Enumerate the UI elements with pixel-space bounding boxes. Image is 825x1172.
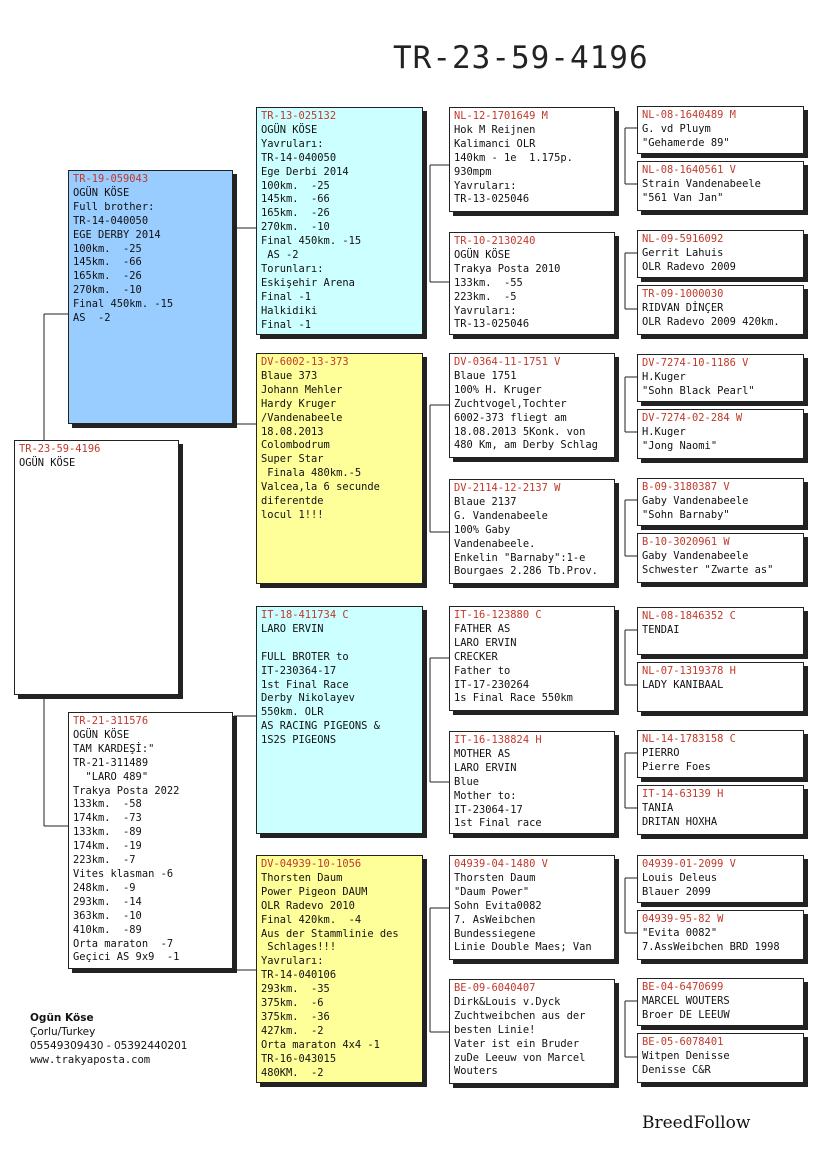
bird-info-line: TENDAI xyxy=(642,623,680,636)
bird-info-line: 363km. -10 xyxy=(73,909,142,922)
bird-info-line: "Gehamerde 89" xyxy=(642,136,730,149)
bird-info-line: Sohn Evita0082 xyxy=(454,899,542,912)
breeder-name: Ogün Köse xyxy=(30,1012,94,1024)
ring-number: IT-18-411734 C xyxy=(261,609,349,621)
bird-info-line: 480 Km, am Derby Schlag xyxy=(454,439,598,452)
ring-number: NL-14-1783158 C xyxy=(642,733,736,745)
grandparent-card[interactable] xyxy=(256,353,423,584)
bird-info-line: Strain Vandenabeele xyxy=(642,177,761,190)
ring-number: NL-08-1846352 C xyxy=(642,610,736,622)
bird-info-line: "561 Van Jan" xyxy=(642,191,724,204)
dam-card[interactable] xyxy=(68,712,233,969)
bird-info-line: FATHER AS xyxy=(454,622,511,635)
bird-info-line: 133km. -89 xyxy=(73,826,142,839)
bird-info-line: G. vd Pluym xyxy=(642,122,711,135)
grandparent-card[interactable] xyxy=(256,606,423,834)
great-grandparent-card[interactable] xyxy=(449,353,615,458)
bird-info-line: 18.08.2013 5Konk. von xyxy=(454,425,586,438)
great-grandparent-card[interactable] xyxy=(449,855,615,960)
bird-info-line: Full brother: xyxy=(73,200,155,213)
ring-number: TR-09-1000030 xyxy=(642,288,724,300)
ancestor-card[interactable] xyxy=(637,607,804,655)
bird-info-line: CRECKER xyxy=(454,650,498,663)
bird-info-line: 100% H. Kruger xyxy=(454,383,542,396)
bird-info-line: OGÜN KÖSE xyxy=(454,248,511,261)
bird-info-line: 140km - 1e 1.175p. xyxy=(454,151,573,164)
bird-info-line: OLR Radevo 2009 xyxy=(642,260,736,273)
ring-number: DV-0364-11-1751 V xyxy=(454,356,561,368)
bird-info-line: MOTHER AS xyxy=(454,747,511,760)
pedigree-title: TR-23-59-4196 xyxy=(393,40,649,76)
bird-info-line: Mother to: xyxy=(454,789,517,802)
bird-info-line: Blaue 2137 xyxy=(454,495,517,508)
grandparent-card[interactable] xyxy=(256,855,423,1083)
ring-number: BE-09-6040407 xyxy=(454,982,536,994)
bird-info-line: AS -2 xyxy=(73,312,111,325)
bird-info-line: Kalimanci OLR xyxy=(454,137,536,150)
bird-info-line: 174km. -73 xyxy=(73,812,142,825)
bird-info-line: OLR Radevo 2009 420km. xyxy=(642,315,780,328)
bird-info-line: Trakya Posta 2010 xyxy=(454,262,561,275)
bird-info-line: locul 1!!! xyxy=(261,508,324,521)
bird-info-line: /Vandenabeele xyxy=(261,411,343,424)
ring-number: DV-04939-10-1056 xyxy=(261,858,362,870)
ring-number: IT-14-63139 H xyxy=(642,788,724,800)
bird-info-line: Bundessiegene xyxy=(454,927,536,940)
ancestor-card[interactable] xyxy=(637,106,804,154)
bird-info-line: FULL BROTER to xyxy=(261,650,349,663)
bird-info-line: Final -1 xyxy=(261,290,312,303)
bird-info-line: AS RACING PIGEONS & xyxy=(261,720,380,733)
bird-info-line xyxy=(261,637,418,651)
bird-info-line: G. Vandenabeele xyxy=(454,509,548,522)
bird-info-line: Orta maraton -7 xyxy=(73,937,174,950)
ancestor-card[interactable] xyxy=(637,785,804,835)
bird-info-line: IT-230364-17 xyxy=(261,664,337,677)
bird-info-line: Thorsten Daum xyxy=(454,871,536,884)
bird-info-line: 7. AsWeibchen xyxy=(454,913,536,926)
bird-info-line: Yavruları: xyxy=(261,955,324,968)
bird-info-line: Derby Nikolayev xyxy=(261,692,355,705)
bird-info-line: TR-14-040050 xyxy=(73,214,149,227)
bird-info-line: Witpen Denisse xyxy=(642,1049,730,1062)
ring-number: 04939-04-1480 V xyxy=(454,858,548,870)
ring-number: TR-19-059043 xyxy=(73,173,149,185)
bird-info-line: TR-14-040050 xyxy=(261,151,337,164)
bird-info-line: Father to xyxy=(454,664,511,677)
bird-info-line: 223km. -7 xyxy=(73,854,136,867)
bird-info-line: 165km. -26 xyxy=(73,270,142,283)
bird-info-line: 375km. -36 xyxy=(261,1010,330,1023)
bird-info-line: Finala 480km.-5 xyxy=(261,467,362,480)
ancestor-card[interactable] xyxy=(637,910,804,960)
bird-info-line: Colombodrum xyxy=(261,439,330,452)
bird-info-line: 174km. -19 xyxy=(73,840,142,853)
grandparent-card[interactable] xyxy=(256,107,423,335)
ring-number: DV-6002-13-373 xyxy=(261,356,349,368)
bird-info-line: Trakya Posta 2022 xyxy=(73,784,180,797)
bird-info-line: LARO ERVIN xyxy=(454,761,517,774)
bird-info-line: "Daum Power" xyxy=(454,885,530,898)
bird-info-line: 930mpm xyxy=(454,165,492,178)
bird-info-line: TR-16-043015 xyxy=(261,1052,337,1065)
bird-info-line: Blue xyxy=(454,775,480,788)
breeder-website-link[interactable]: www.trakyaposta.com xyxy=(30,1054,151,1066)
bird-info-line: Schwester "Zwarte as" xyxy=(642,563,774,576)
bird-info-line: Power Pigeon DAUM xyxy=(261,885,368,898)
bird-info-line: TANIA xyxy=(642,801,674,814)
ring-number: BE-05-6078401 xyxy=(642,1036,724,1048)
ring-number: 04939-01-2099 V xyxy=(642,858,736,870)
bird-info-line: Blauer 2099 xyxy=(642,885,711,898)
ring-number: DV-2114-12-2137 W xyxy=(454,482,561,494)
bird-info-line: 480KM. -2 xyxy=(261,1066,324,1079)
bird-info-line: "Sohn Barnaby" xyxy=(642,508,730,521)
bird-info-line: Broer DE LEEUW xyxy=(642,1008,730,1021)
breeder-location: Çorlu/Turkey xyxy=(30,1026,96,1038)
bird-info-line: "Sohn Black Pearl" xyxy=(642,384,755,397)
bird-info-line: Zuchtweibchen aus der xyxy=(454,1009,586,1022)
ring-number: IT-16-138824 H xyxy=(454,734,542,746)
bird-info-line: Dirk&Louis v.Dyck xyxy=(454,995,561,1008)
ancestor-card[interactable] xyxy=(637,478,804,526)
bird-info-line: Pierre Foes xyxy=(642,760,711,773)
bird-info-line: 6002-373 fliegt am xyxy=(454,411,567,424)
sire-card[interactable] xyxy=(68,170,233,424)
ancestor-card[interactable] xyxy=(637,662,804,712)
brand-logo-text: BreedFollow xyxy=(642,1113,751,1133)
ancestor-card[interactable] xyxy=(637,285,804,335)
bird-info-line: Gaby Vandenabeele xyxy=(642,494,749,507)
bird-info-line: TR-21-311489 xyxy=(73,756,149,769)
bird-info-line: 248km. -9 xyxy=(73,881,136,894)
bird-info-line: DRITAN HOXHA xyxy=(642,815,718,828)
bird-info-line: 1st Final race xyxy=(454,817,542,830)
bird-info-line: TAM KARDEŞİ:" xyxy=(73,742,155,755)
bird-info-line: OGÜN KÖSE xyxy=(261,123,318,136)
bird-info-line: TR-14-040106 xyxy=(261,969,337,982)
ring-number: TR-13-025132 xyxy=(261,110,337,122)
bird-info-line: besten Linie! xyxy=(454,1023,536,1036)
bird-info-line: Geçici AS 9x9 -1 xyxy=(73,951,180,964)
bird-info-line: Gaby Vandenabeele xyxy=(642,549,749,562)
ring-number: BE-04-6470699 xyxy=(642,981,724,993)
ring-number: NL-08-1640561 V xyxy=(642,164,736,176)
bird-info-line: Wouters xyxy=(454,1065,498,1078)
bird-info-line: 293km. -35 xyxy=(261,983,330,996)
great-grandparent-card[interactable] xyxy=(449,479,615,584)
ring-number: IT-16-123880 C xyxy=(454,609,542,621)
great-grandparent-card[interactable] xyxy=(449,606,615,711)
great-grandparent-card[interactable] xyxy=(449,107,615,212)
bird-info-line: Vites klasman -6 xyxy=(73,867,174,880)
ring-number: B-10-3020961 W xyxy=(642,536,730,548)
bird-info-line: Final -1 xyxy=(261,318,312,331)
great-grandparent-card[interactable] xyxy=(449,731,615,834)
bird-info-line: IT-23064-17 xyxy=(454,803,523,816)
ancestor-card[interactable] xyxy=(637,855,804,903)
bird-info-line: Final 420km. -4 xyxy=(261,913,362,926)
bird-info-line: Hok M Reijnen xyxy=(454,123,536,136)
bird-info-line: 270km. -10 xyxy=(261,221,330,234)
bird-info-line: 133km. -55 xyxy=(454,276,523,289)
ancestor-card[interactable] xyxy=(637,730,804,778)
bird-info-line: Super Star xyxy=(261,453,324,466)
bird-info-line: 145km. -66 xyxy=(261,193,330,206)
bird-info-line: H.Kuger xyxy=(642,425,686,438)
ring-number: NL-08-1640489 M xyxy=(642,109,736,121)
breeder-phones: 05549309430 - 05392440201 xyxy=(30,1040,188,1052)
bird-info-line: 133km. -58 xyxy=(73,798,142,811)
bird-info-line: 18.08.2013 xyxy=(261,425,324,438)
bird-info-line: H.Kuger xyxy=(642,370,686,383)
bird-info-line: MARCEL WOUTERS xyxy=(642,994,730,1007)
bird-info-line: "Evita 0082" xyxy=(642,926,718,939)
great-grandparent-card[interactable] xyxy=(449,232,615,335)
bird-info-line: 223km. -5 xyxy=(454,290,517,303)
ring-number: DV-7274-02-284 W xyxy=(642,412,743,424)
ancestor-card[interactable] xyxy=(637,978,804,1026)
bird-info-line: AS -2 xyxy=(261,249,299,262)
great-grandparent-card[interactable] xyxy=(449,979,615,1084)
bird-info-line: LARO ERVIN xyxy=(454,636,517,649)
ancestor-card[interactable] xyxy=(637,409,804,459)
bird-info-line: "LARO 489" xyxy=(73,770,149,783)
bird-info-line: Ege Derbi 2014 xyxy=(261,165,349,178)
bird-info-line: Eskişehir Arena xyxy=(261,276,355,289)
breeder-contact xyxy=(30,1011,187,1067)
ring-number: B-09-3180387 V xyxy=(642,481,730,493)
ancestor-card[interactable] xyxy=(637,354,804,402)
bird-info-line: Gerrit Lahuis xyxy=(642,246,724,259)
bird-info-line: 410km. -89 xyxy=(73,923,142,936)
bird-info-line: OGÜN KÖSE xyxy=(73,186,130,199)
ancestor-card[interactable] xyxy=(637,1033,804,1083)
bird-info-line: 550km. OLR xyxy=(261,706,324,719)
bird-info-line: 375km. -6 xyxy=(261,997,324,1010)
ancestor-card[interactable] xyxy=(637,161,804,211)
bird-info-line: Halkidiki xyxy=(261,304,318,317)
ring-number: 04939-95-82 W xyxy=(642,913,724,925)
bird-info-line: Blaue 1751 xyxy=(454,369,517,382)
bird-info-line: Yavruları: xyxy=(261,137,324,150)
bird-info-line: Johann Mehler xyxy=(261,383,343,396)
bird-info-line: 7.AssWeibchen BRD 1998 xyxy=(642,940,780,953)
bird-info-line: 427km. -2 xyxy=(261,1024,324,1037)
bird-info-line: Schlages!!! xyxy=(261,941,337,954)
bird-info-line: Yavruları: xyxy=(454,304,517,317)
ring-number: DV-7274-10-1186 V xyxy=(642,357,749,369)
bird-info-line: Zuchtvogel,Tochter xyxy=(454,397,567,410)
bird-info-line: Valcea,la 6 secunde xyxy=(261,481,380,494)
bird-info-line: "Jong Naomi" xyxy=(642,439,718,452)
bird-info-line: Torunları: xyxy=(261,262,324,275)
ring-number: TR-21-311576 xyxy=(73,715,149,727)
bird-info-line: TR-13-025046 xyxy=(454,193,530,206)
bird-info-line: zuDe Leeuw von Marcel xyxy=(454,1051,586,1064)
bird-info-line: EGE DERBY 2014 xyxy=(73,228,161,241)
bird-info-line: LADY KANIBAAL xyxy=(642,678,724,691)
bird-info-line: OLR Radevo 2010 xyxy=(261,899,355,912)
ancestor-card[interactable] xyxy=(637,230,804,278)
ring-number: NL-09-5916092 xyxy=(642,233,724,245)
bird-info-line: Thorsten Daum xyxy=(261,871,343,884)
bird-info-line: 293km. -14 xyxy=(73,895,142,908)
bird-info-line: Louis Deleus xyxy=(642,871,718,884)
bird-info-line: 100km. -25 xyxy=(73,242,142,255)
bird-info-line: Hardy Kruger xyxy=(261,397,337,410)
bird-info-line: 1S2S PIGEONS xyxy=(261,734,337,747)
bird-info-line: Vater ist ein Bruder xyxy=(454,1037,580,1050)
bird-info-line: Vandenabeele. xyxy=(454,537,536,550)
ring-number: NL-12-1701649 M xyxy=(454,110,548,122)
bird-info-line: diferentde xyxy=(261,495,324,508)
bird-info-line: Aus der Stammlinie des xyxy=(261,927,399,940)
bird-info-line: LARO ERVIN xyxy=(261,622,324,635)
bird-info-line: Blaue 373 xyxy=(261,369,318,382)
bird-info-line: Final 450km. -15 xyxy=(261,235,362,248)
bird-info-line: 100% Gaby xyxy=(454,523,511,536)
ring-number: TR-23-59-4196 xyxy=(19,443,101,455)
bird-info-line: OGÜN KÖSE xyxy=(73,728,130,741)
bird-info-line: Orta maraton 4x4 -1 xyxy=(261,1038,380,1051)
bird-info-line: Yavruları: xyxy=(454,179,517,192)
ancestor-card[interactable] xyxy=(637,533,804,583)
ring-number: TR-10-2130240 xyxy=(454,235,536,247)
bird-info-line: PIERRO xyxy=(642,746,680,759)
bird-info-line: Denisse C&R xyxy=(642,1063,711,1076)
bird-info-line: 145km. -66 xyxy=(73,256,142,269)
bird-info-line: 1st Final Race xyxy=(261,678,349,691)
bird-info-line: OGÜN KÖSE xyxy=(19,456,76,469)
bird-info-line: TR-13-025046 xyxy=(454,318,530,331)
bird-info-line: RIDVAN DİNÇER xyxy=(642,301,724,314)
bird-info-line: Final 450km. -15 xyxy=(73,298,174,311)
bird-info-line: Enkelin "Barnaby":1-e xyxy=(454,551,586,564)
ring-number: NL-07-1319378 H xyxy=(642,665,736,677)
bird-info-line: 270km. -10 xyxy=(73,284,142,297)
bird-info-line: 1s Final Race 550km xyxy=(454,692,573,705)
bird-info-line: 100km. -25 xyxy=(261,179,330,192)
subject-bird-card[interactable] xyxy=(14,440,179,695)
bird-info-line: IT-17-230264 xyxy=(454,678,530,691)
bird-info-line: 165km. -26 xyxy=(261,207,330,220)
bird-info-line: Bourgaes 2.286 Tb.Prov. xyxy=(454,565,598,578)
bird-info-line: Linie Double Maes; Van xyxy=(454,941,592,954)
